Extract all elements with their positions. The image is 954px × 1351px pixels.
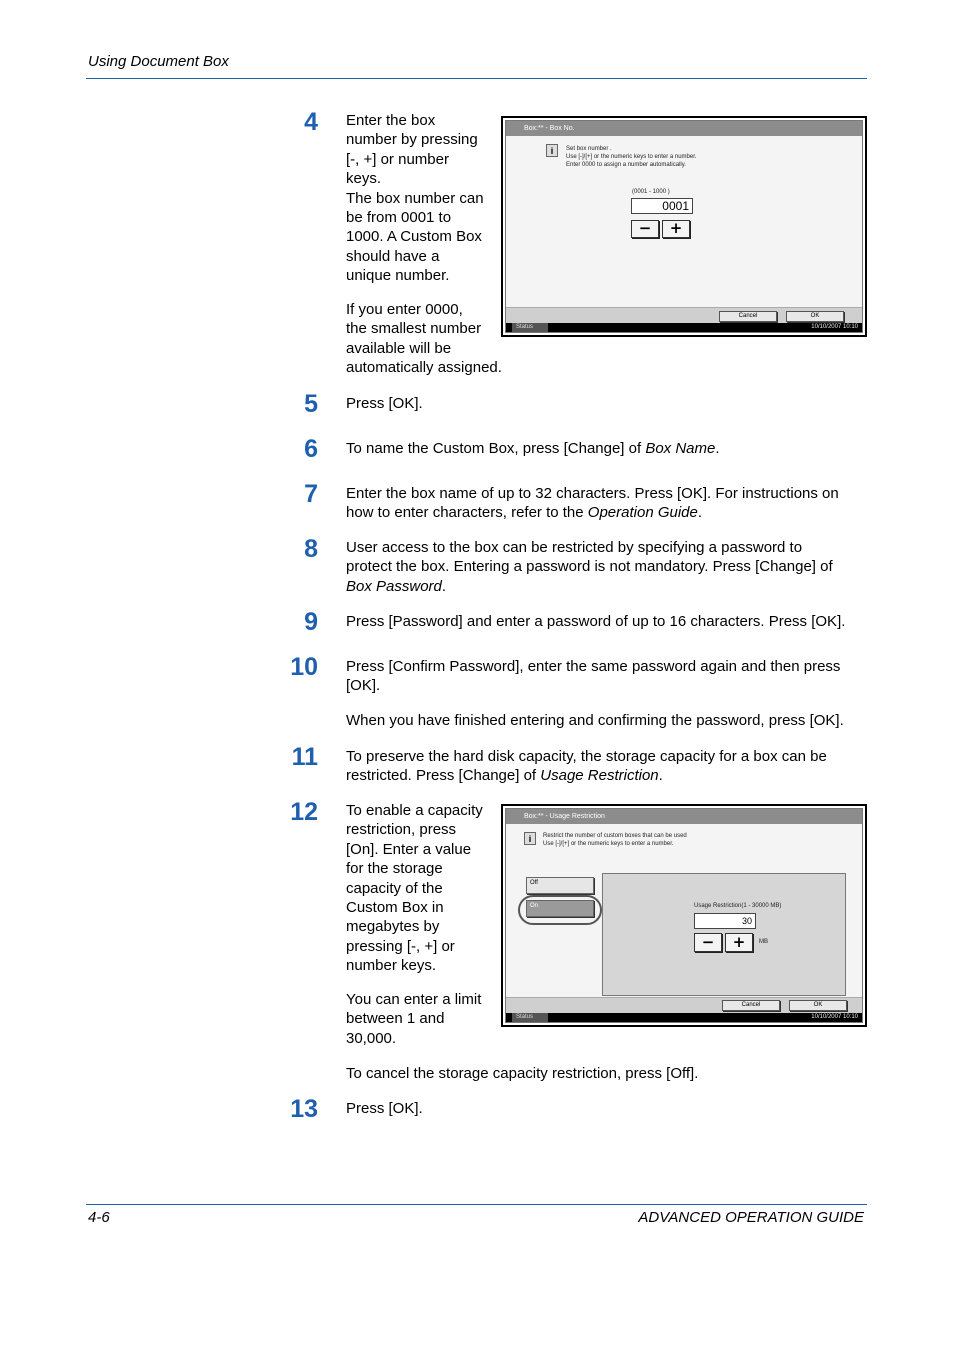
message-line: Use [-]/[+] or the numeric keys to enter a number. [566, 154, 697, 160]
page-number: 4-6 [88, 1209, 110, 1226]
box-number-field[interactable]: 0001 [631, 198, 693, 214]
step-number-7: 7 [304, 480, 318, 508]
step-10-text [346, 657, 868, 696]
step-number-13: 13 [290, 1095, 318, 1123]
cancel-button[interactable]: Cancel [722, 1000, 780, 1011]
step-number-9: 9 [304, 608, 318, 636]
line: Custom Box in [346, 899, 444, 917]
line: To enable a capacity [346, 802, 483, 819]
footer-rule [86, 1204, 867, 1205]
restriction-panel [602, 873, 846, 996]
line: User access to the box can be restricted by specifying a password to [346, 539, 803, 556]
usage-restriction-label: Usage Restriction(1 - 30000 MB) [694, 903, 782, 909]
off-button[interactable]: Off [526, 877, 594, 894]
screen-title: Box:** - Usage Restriction [506, 809, 862, 824]
line: The box number can [346, 189, 484, 207]
step-4-note [346, 300, 526, 378]
step-number-11: 11 [291, 743, 318, 771]
emphasis: Usage Restriction [540, 767, 659, 785]
line: megabytes by [346, 918, 440, 936]
step-12-cancel-note: To cancel the storage capacity restriction, press [Off]. [346, 1065, 699, 1082]
info-icon: i [546, 144, 558, 157]
message-line: Use [-]/[+] or the numeric keys to enter a number. [543, 841, 674, 847]
line: Enter the box name of up to 32 characters. Press [OK]. For instructions on [346, 485, 839, 502]
step-6-text [346, 439, 868, 458]
date-time: 10/10/2007 10:10 [811, 324, 858, 330]
line: number keys. [346, 957, 437, 975]
step-number-4: 4 [304, 108, 318, 136]
line: between 1 and [346, 1010, 445, 1028]
text: To name the Custom Box, press [Change] of [346, 440, 646, 457]
line: [-, +] or number [346, 150, 449, 168]
screen-title: Box:** - Box No. [506, 121, 862, 136]
minus-button[interactable]: − [694, 933, 722, 952]
line: [On]. Enter a value [346, 840, 472, 858]
header-rule [86, 78, 867, 79]
step-12-note [346, 990, 496, 1048]
ok-button[interactable]: OK [789, 1000, 847, 1011]
date-time: 10/10/2007 10:10 [811, 1014, 858, 1020]
step-8-text [346, 538, 868, 596]
step-5-text: Press [OK]. [346, 395, 423, 412]
plus-button[interactable]: + [725, 933, 753, 952]
status-button[interactable]: Status [512, 323, 548, 332]
step-13-text: Press [OK]. [346, 1100, 423, 1117]
text: . [715, 440, 720, 457]
box-number-screen [501, 116, 867, 337]
line: automatically assigned. [346, 359, 502, 377]
emphasis: Box Name [645, 440, 716, 457]
line: be from 0001 to [346, 209, 452, 227]
line: number by pressing [346, 131, 478, 149]
line: the smallest number [346, 320, 482, 338]
message-line: Restrict the number of custom boxes that can be used [543, 833, 687, 839]
info-icon: i [524, 832, 536, 845]
screen-message [543, 832, 687, 848]
line: If you enter 0000, [346, 301, 463, 318]
step-number-5: 5 [304, 390, 318, 418]
step-number-12: 12 [290, 798, 318, 826]
status-bar [506, 1013, 862, 1022]
text: restricted. Press [Change] of [346, 767, 541, 785]
line: keys. [346, 170, 382, 188]
message-line: Enter 0000 to assign a number automatically. [566, 162, 686, 168]
range-label: (0001 - 1000 ) [632, 189, 670, 195]
step-10-note: When you have finished entering and confirming the password, press [OK]. [346, 712, 844, 729]
line [346, 503, 868, 522]
step-4-text [346, 111, 496, 286]
line [346, 766, 868, 785]
guide-title: ADVANCED OPERATION GUIDE [638, 1209, 864, 1226]
line: unique number. [346, 267, 450, 285]
step-12-text [346, 801, 496, 976]
text: . [441, 577, 447, 595]
line: available will be [346, 339, 452, 357]
step-number-8: 8 [304, 535, 318, 563]
text: . [658, 767, 663, 785]
line: capacity of the [346, 879, 443, 897]
line [346, 577, 868, 596]
cancel-button[interactable]: Cancel [719, 311, 777, 322]
usage-restriction-screen [501, 804, 867, 1027]
text: how to enter characters, refer to the [346, 504, 588, 522]
usage-restriction-field[interactable]: 30 [694, 913, 756, 929]
line: Enter the box [346, 112, 436, 129]
line: To preserve the hard disk capacity, the storage capacity for a box can be [346, 748, 827, 765]
line: 30,000. [346, 1029, 397, 1047]
line: protect the box. Entering a password is not mandatory. Press [Change] of [346, 558, 833, 576]
running-header: Using Document Box [88, 53, 229, 70]
message-line: Set box number . [566, 146, 612, 152]
line: restriction, press [346, 821, 457, 839]
ok-button[interactable]: OK [786, 311, 844, 322]
emphasis: Operation Guide [587, 504, 698, 522]
emphasis: Box Password [346, 577, 442, 595]
line: You can enter a limit [346, 991, 482, 1008]
line: should have a [346, 247, 440, 265]
step-11-text [346, 747, 868, 786]
unit-label: MB [759, 939, 768, 945]
step-9-text: Press [Password] and enter a password of up to 16 characters. Press [OK]. [346, 613, 846, 630]
line: pressing [-, +] or [346, 937, 455, 955]
on-button[interactable]: On [526, 900, 594, 917]
text: . [697, 504, 703, 522]
step-number-10: 10 [290, 653, 318, 681]
screen-message [566, 145, 697, 169]
status-bar [506, 323, 862, 332]
line: for the storage [346, 860, 443, 878]
status-button[interactable]: Status [512, 1013, 548, 1022]
step-7-text [346, 484, 868, 523]
line: 1000. A Custom Box [346, 228, 482, 246]
minus-button[interactable]: − [631, 220, 659, 238]
line: [OK]. [346, 677, 381, 695]
line: Press [Confirm Password], enter the same password again and then press [346, 658, 841, 675]
step-number-6: 6 [304, 435, 318, 463]
plus-button[interactable]: + [662, 220, 690, 238]
